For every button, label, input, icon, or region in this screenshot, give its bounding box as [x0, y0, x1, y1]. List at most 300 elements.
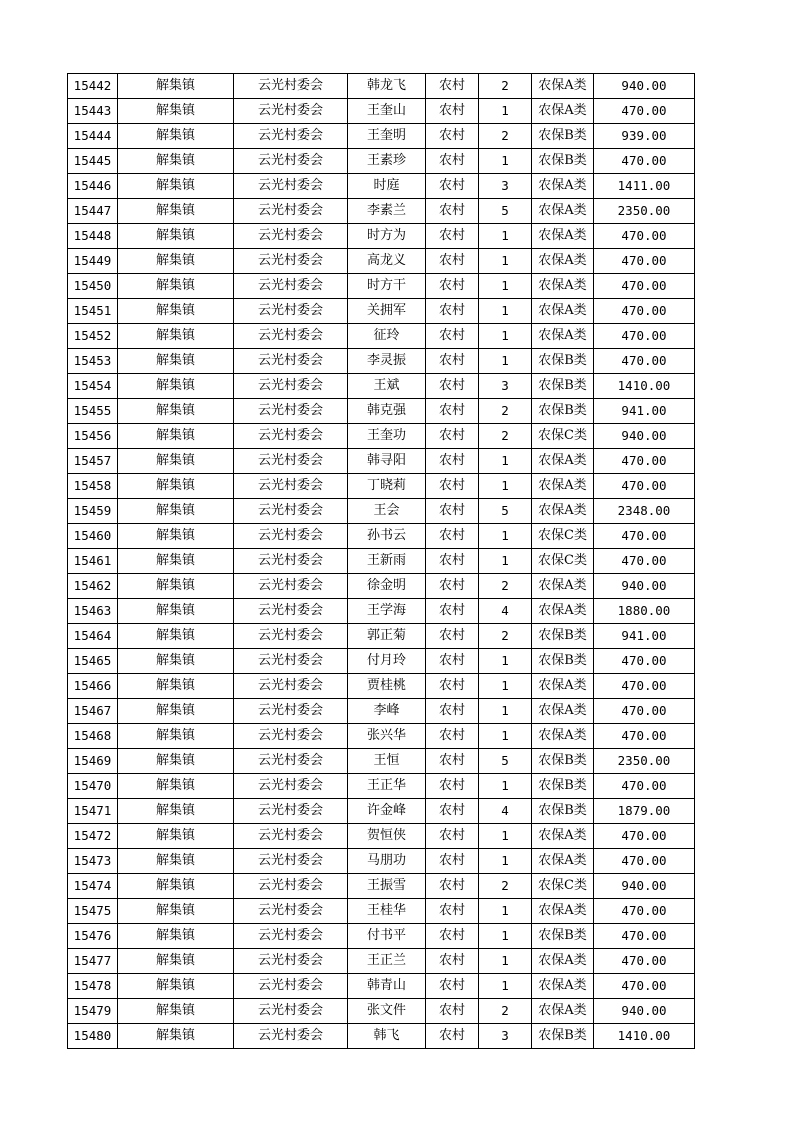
count-cell: 2 [479, 74, 532, 99]
town-cell: 解集镇 [118, 349, 234, 374]
amount-cell: 470.00 [594, 299, 695, 324]
serial-cell: 15468 [68, 724, 118, 749]
town-cell: 解集镇 [118, 974, 234, 999]
amount-cell: 470.00 [594, 524, 695, 549]
table-row [68, 274, 695, 299]
name-cell: 张文件 [348, 999, 426, 1024]
table-row [68, 299, 695, 324]
category-cell: 农保B类 [532, 774, 594, 799]
table-row [68, 699, 695, 724]
committee-cell: 云光村委会 [234, 99, 348, 124]
amount-cell: 2348.00 [594, 499, 695, 524]
town-cell: 解集镇 [118, 724, 234, 749]
area-cell: 农村 [426, 574, 479, 599]
category-cell: 农保A类 [532, 224, 594, 249]
serial-cell: 15446 [68, 174, 118, 199]
town-cell: 解集镇 [118, 899, 234, 924]
serial-cell: 15462 [68, 574, 118, 599]
amount-cell: 940.00 [594, 999, 695, 1024]
name-cell: 韩寻阳 [348, 449, 426, 474]
town-cell: 解集镇 [118, 924, 234, 949]
committee-cell: 云光村委会 [234, 449, 348, 474]
name-cell: 马朋功 [348, 849, 426, 874]
serial-cell: 15471 [68, 799, 118, 824]
table-row [68, 999, 695, 1024]
town-cell: 解集镇 [118, 999, 234, 1024]
committee-cell: 云光村委会 [234, 724, 348, 749]
table-row [68, 374, 695, 399]
table-row [68, 724, 695, 749]
category-cell: 农保A类 [532, 74, 594, 99]
count-cell: 1 [479, 274, 532, 299]
committee-cell: 云光村委会 [234, 924, 348, 949]
table-row [68, 774, 695, 799]
name-cell: 时庭 [348, 174, 426, 199]
amount-cell: 470.00 [594, 324, 695, 349]
amount-cell: 470.00 [594, 824, 695, 849]
town-cell: 解集镇 [118, 674, 234, 699]
count-cell: 1 [479, 474, 532, 499]
count-cell: 1 [479, 674, 532, 699]
area-cell: 农村 [426, 349, 479, 374]
table-row [68, 174, 695, 199]
committee-cell: 云光村委会 [234, 424, 348, 449]
serial-cell: 15448 [68, 224, 118, 249]
committee-cell: 云光村委会 [234, 574, 348, 599]
count-cell: 1 [479, 299, 532, 324]
count-cell: 2 [479, 424, 532, 449]
category-cell: 农保A类 [532, 574, 594, 599]
name-cell: 付书平 [348, 924, 426, 949]
amount-cell: 470.00 [594, 949, 695, 974]
table-row [68, 549, 695, 574]
area-cell: 农村 [426, 774, 479, 799]
category-cell: 农保B类 [532, 624, 594, 649]
amount-cell: 470.00 [594, 724, 695, 749]
table-row [68, 124, 695, 149]
town-cell: 解集镇 [118, 274, 234, 299]
serial-cell: 15467 [68, 699, 118, 724]
town-cell: 解集镇 [118, 449, 234, 474]
amount-cell: 470.00 [594, 924, 695, 949]
town-cell: 解集镇 [118, 374, 234, 399]
committee-cell: 云光村委会 [234, 999, 348, 1024]
table-row [68, 974, 695, 999]
amount-cell: 941.00 [594, 624, 695, 649]
committee-cell: 云光村委会 [234, 174, 348, 199]
serial-cell: 15455 [68, 399, 118, 424]
amount-cell: 470.00 [594, 549, 695, 574]
count-cell: 2 [479, 574, 532, 599]
town-cell: 解集镇 [118, 824, 234, 849]
town-cell: 解集镇 [118, 549, 234, 574]
table-row [68, 949, 695, 974]
name-cell: 王素珍 [348, 149, 426, 174]
table-row [68, 849, 695, 874]
serial-cell: 15457 [68, 449, 118, 474]
committee-cell: 云光村委会 [234, 1024, 348, 1049]
table-row [68, 99, 695, 124]
area-cell: 农村 [426, 974, 479, 999]
name-cell: 贺恒侠 [348, 824, 426, 849]
count-cell: 2 [479, 624, 532, 649]
category-cell: 农保C类 [532, 524, 594, 549]
town-cell: 解集镇 [118, 424, 234, 449]
area-cell: 农村 [426, 524, 479, 549]
name-cell: 贾桂桃 [348, 674, 426, 699]
amount-cell: 940.00 [594, 574, 695, 599]
name-cell: 李峰 [348, 699, 426, 724]
count-cell: 1 [479, 699, 532, 724]
category-cell: 农保A类 [532, 899, 594, 924]
town-cell: 解集镇 [118, 224, 234, 249]
count-cell: 1 [479, 849, 532, 874]
town-cell: 解集镇 [118, 874, 234, 899]
serial-cell: 15472 [68, 824, 118, 849]
committee-cell: 云光村委会 [234, 549, 348, 574]
category-cell: 农保A类 [532, 449, 594, 474]
category-cell: 农保A类 [532, 174, 594, 199]
table-row [68, 874, 695, 899]
category-cell: 农保B类 [532, 799, 594, 824]
serial-cell: 15444 [68, 124, 118, 149]
table-row [68, 824, 695, 849]
amount-cell: 1411.00 [594, 174, 695, 199]
committee-cell: 云光村委会 [234, 599, 348, 624]
area-cell: 农村 [426, 474, 479, 499]
serial-cell: 15466 [68, 674, 118, 699]
category-cell: 农保A类 [532, 274, 594, 299]
amount-cell: 470.00 [594, 99, 695, 124]
table-row [68, 474, 695, 499]
category-cell: 农保A类 [532, 724, 594, 749]
committee-cell: 云光村委会 [234, 774, 348, 799]
table-row [68, 599, 695, 624]
area-cell: 农村 [426, 274, 479, 299]
area-cell: 农村 [426, 624, 479, 649]
table-row [68, 424, 695, 449]
committee-cell: 云光村委会 [234, 74, 348, 99]
town-cell: 解集镇 [118, 174, 234, 199]
town-cell: 解集镇 [118, 574, 234, 599]
serial-cell: 15463 [68, 599, 118, 624]
area-cell: 农村 [426, 549, 479, 574]
area-cell: 农村 [426, 449, 479, 474]
amount-cell: 470.00 [594, 699, 695, 724]
town-cell: 解集镇 [118, 699, 234, 724]
count-cell: 1 [479, 349, 532, 374]
town-cell: 解集镇 [118, 124, 234, 149]
count-cell: 2 [479, 874, 532, 899]
count-cell: 5 [479, 499, 532, 524]
category-cell: 农保A类 [532, 474, 594, 499]
serial-cell: 15477 [68, 949, 118, 974]
amount-cell: 2350.00 [594, 749, 695, 774]
table-row [68, 574, 695, 599]
count-cell: 1 [479, 974, 532, 999]
name-cell: 时方干 [348, 274, 426, 299]
count-cell: 1 [479, 899, 532, 924]
serial-cell: 15476 [68, 924, 118, 949]
serial-cell: 15445 [68, 149, 118, 174]
town-cell: 解集镇 [118, 1024, 234, 1049]
category-cell: 农保C类 [532, 549, 594, 574]
amount-cell: 470.00 [594, 674, 695, 699]
committee-cell: 云光村委会 [234, 799, 348, 824]
category-cell: 农保A类 [532, 974, 594, 999]
amount-cell: 470.00 [594, 449, 695, 474]
committee-cell: 云光村委会 [234, 699, 348, 724]
town-cell: 解集镇 [118, 399, 234, 424]
town-cell: 解集镇 [118, 599, 234, 624]
serial-cell: 15473 [68, 849, 118, 874]
count-cell: 1 [479, 924, 532, 949]
committee-cell: 云光村委会 [234, 649, 348, 674]
committee-cell: 云光村委会 [234, 474, 348, 499]
count-cell: 1 [479, 224, 532, 249]
name-cell: 李素兰 [348, 199, 426, 224]
town-cell: 解集镇 [118, 749, 234, 774]
name-cell: 张兴华 [348, 724, 426, 749]
area-cell: 农村 [426, 949, 479, 974]
area-cell: 农村 [426, 724, 479, 749]
count-cell: 3 [479, 1024, 532, 1049]
serial-cell: 15464 [68, 624, 118, 649]
name-cell: 丁晓莉 [348, 474, 426, 499]
count-cell: 1 [479, 449, 532, 474]
committee-cell: 云光村委会 [234, 274, 348, 299]
amount-cell: 470.00 [594, 649, 695, 674]
name-cell: 韩青山 [348, 974, 426, 999]
area-cell: 农村 [426, 299, 479, 324]
amount-cell: 1410.00 [594, 1024, 695, 1049]
name-cell: 高龙义 [348, 249, 426, 274]
count-cell: 1 [479, 824, 532, 849]
amount-cell: 1880.00 [594, 599, 695, 624]
committee-cell: 云光村委会 [234, 974, 348, 999]
table-row [68, 924, 695, 949]
serial-cell: 15449 [68, 249, 118, 274]
area-cell: 农村 [426, 599, 479, 624]
name-cell: 王奎功 [348, 424, 426, 449]
table-row [68, 199, 695, 224]
category-cell: 农保A类 [532, 599, 594, 624]
area-cell: 农村 [426, 824, 479, 849]
area-cell: 农村 [426, 399, 479, 424]
area-cell: 农村 [426, 124, 479, 149]
committee-cell: 云光村委会 [234, 399, 348, 424]
area-cell: 农村 [426, 649, 479, 674]
table-row [68, 249, 695, 274]
name-cell: 孙书云 [348, 524, 426, 549]
name-cell: 王奎明 [348, 124, 426, 149]
committee-cell: 云光村委会 [234, 349, 348, 374]
amount-cell: 940.00 [594, 74, 695, 99]
category-cell: 农保B类 [532, 149, 594, 174]
table-row [68, 649, 695, 674]
area-cell: 农村 [426, 249, 479, 274]
name-cell: 王学海 [348, 599, 426, 624]
serial-cell: 15478 [68, 974, 118, 999]
category-cell: 农保B类 [532, 399, 594, 424]
town-cell: 解集镇 [118, 774, 234, 799]
category-cell: 农保A类 [532, 499, 594, 524]
area-cell: 农村 [426, 174, 479, 199]
name-cell: 付月玲 [348, 649, 426, 674]
area-cell: 农村 [426, 149, 479, 174]
category-cell: 农保A类 [532, 249, 594, 274]
count-cell: 2 [479, 399, 532, 424]
amount-cell: 2350.00 [594, 199, 695, 224]
count-cell: 1 [479, 649, 532, 674]
amount-cell: 1410.00 [594, 374, 695, 399]
count-cell: 1 [479, 149, 532, 174]
committee-cell: 云光村委会 [234, 824, 348, 849]
name-cell: 王会 [348, 499, 426, 524]
table-row [68, 674, 695, 699]
category-cell: 农保A类 [532, 849, 594, 874]
table-row [68, 149, 695, 174]
area-cell: 农村 [426, 199, 479, 224]
category-cell: 农保B类 [532, 124, 594, 149]
committee-cell: 云光村委会 [234, 949, 348, 974]
table-row [68, 349, 695, 374]
committee-cell: 云光村委会 [234, 749, 348, 774]
name-cell: 郭正菊 [348, 624, 426, 649]
count-cell: 1 [479, 99, 532, 124]
committee-cell: 云光村委会 [234, 374, 348, 399]
count-cell: 4 [479, 799, 532, 824]
amount-cell: 470.00 [594, 849, 695, 874]
committee-cell: 云光村委会 [234, 499, 348, 524]
category-cell: 农保B类 [532, 749, 594, 774]
amount-cell: 941.00 [594, 399, 695, 424]
serial-cell: 15458 [68, 474, 118, 499]
area-cell: 农村 [426, 424, 479, 449]
serial-cell: 15479 [68, 999, 118, 1024]
area-cell: 农村 [426, 799, 479, 824]
amount-cell: 470.00 [594, 149, 695, 174]
amount-cell: 939.00 [594, 124, 695, 149]
table-row [68, 1024, 695, 1049]
category-cell: 农保B类 [532, 349, 594, 374]
table-row [68, 449, 695, 474]
count-cell: 1 [479, 774, 532, 799]
serial-cell: 15447 [68, 199, 118, 224]
name-cell: 王新雨 [348, 549, 426, 574]
category-cell: 农保C类 [532, 424, 594, 449]
table-row [68, 749, 695, 774]
area-cell: 农村 [426, 1024, 479, 1049]
town-cell: 解集镇 [118, 849, 234, 874]
category-cell: 农保A类 [532, 324, 594, 349]
serial-cell: 15451 [68, 299, 118, 324]
amount-cell: 470.00 [594, 899, 695, 924]
serial-cell: 15442 [68, 74, 118, 99]
serial-cell: 15456 [68, 424, 118, 449]
serial-cell: 15460 [68, 524, 118, 549]
serial-cell: 15469 [68, 749, 118, 774]
serial-cell: 15465 [68, 649, 118, 674]
amount-cell: 470.00 [594, 774, 695, 799]
name-cell: 李灵振 [348, 349, 426, 374]
count-cell: 1 [479, 949, 532, 974]
town-cell: 解集镇 [118, 949, 234, 974]
table-row [68, 899, 695, 924]
area-cell: 农村 [426, 224, 479, 249]
category-cell: 农保B类 [532, 649, 594, 674]
name-cell: 关拥军 [348, 299, 426, 324]
table-row [68, 524, 695, 549]
count-cell: 1 [479, 724, 532, 749]
count-cell: 1 [479, 549, 532, 574]
town-cell: 解集镇 [118, 524, 234, 549]
town-cell: 解集镇 [118, 799, 234, 824]
committee-cell: 云光村委会 [234, 124, 348, 149]
name-cell: 征玲 [348, 324, 426, 349]
committee-cell: 云光村委会 [234, 299, 348, 324]
area-cell: 农村 [426, 924, 479, 949]
name-cell: 时方为 [348, 224, 426, 249]
area-cell: 农村 [426, 374, 479, 399]
amount-cell: 940.00 [594, 424, 695, 449]
count-cell: 4 [479, 599, 532, 624]
town-cell: 解集镇 [118, 199, 234, 224]
category-cell: 农保A类 [532, 99, 594, 124]
table-body [68, 74, 695, 1049]
committee-cell: 云光村委会 [234, 224, 348, 249]
committee-cell: 云光村委会 [234, 524, 348, 549]
serial-cell: 15470 [68, 774, 118, 799]
name-cell: 韩飞 [348, 1024, 426, 1049]
area-cell: 农村 [426, 324, 479, 349]
table-row [68, 224, 695, 249]
committee-cell: 云光村委会 [234, 624, 348, 649]
amount-cell: 470.00 [594, 249, 695, 274]
town-cell: 解集镇 [118, 474, 234, 499]
serial-cell: 15443 [68, 99, 118, 124]
name-cell: 王恒 [348, 749, 426, 774]
name-cell: 王奎山 [348, 99, 426, 124]
serial-cell: 15450 [68, 274, 118, 299]
count-cell: 3 [479, 374, 532, 399]
amount-cell: 470.00 [594, 474, 695, 499]
name-cell: 王振雪 [348, 874, 426, 899]
committee-cell: 云光村委会 [234, 849, 348, 874]
amount-cell: 470.00 [594, 974, 695, 999]
category-cell: 农保A类 [532, 949, 594, 974]
amount-cell: 940.00 [594, 874, 695, 899]
category-cell: 农保C类 [532, 874, 594, 899]
name-cell: 王斌 [348, 374, 426, 399]
count-cell: 1 [479, 249, 532, 274]
area-cell: 农村 [426, 849, 479, 874]
area-cell: 农村 [426, 674, 479, 699]
table-row [68, 74, 695, 99]
town-cell: 解集镇 [118, 324, 234, 349]
serial-cell: 15461 [68, 549, 118, 574]
category-cell: 农保B类 [532, 924, 594, 949]
area-cell: 农村 [426, 699, 479, 724]
category-cell: 农保A类 [532, 824, 594, 849]
roster-table [67, 73, 695, 1049]
category-cell: 农保A类 [532, 699, 594, 724]
serial-cell: 15454 [68, 374, 118, 399]
area-cell: 农村 [426, 999, 479, 1024]
table-row [68, 624, 695, 649]
town-cell: 解集镇 [118, 299, 234, 324]
count-cell: 2 [479, 124, 532, 149]
